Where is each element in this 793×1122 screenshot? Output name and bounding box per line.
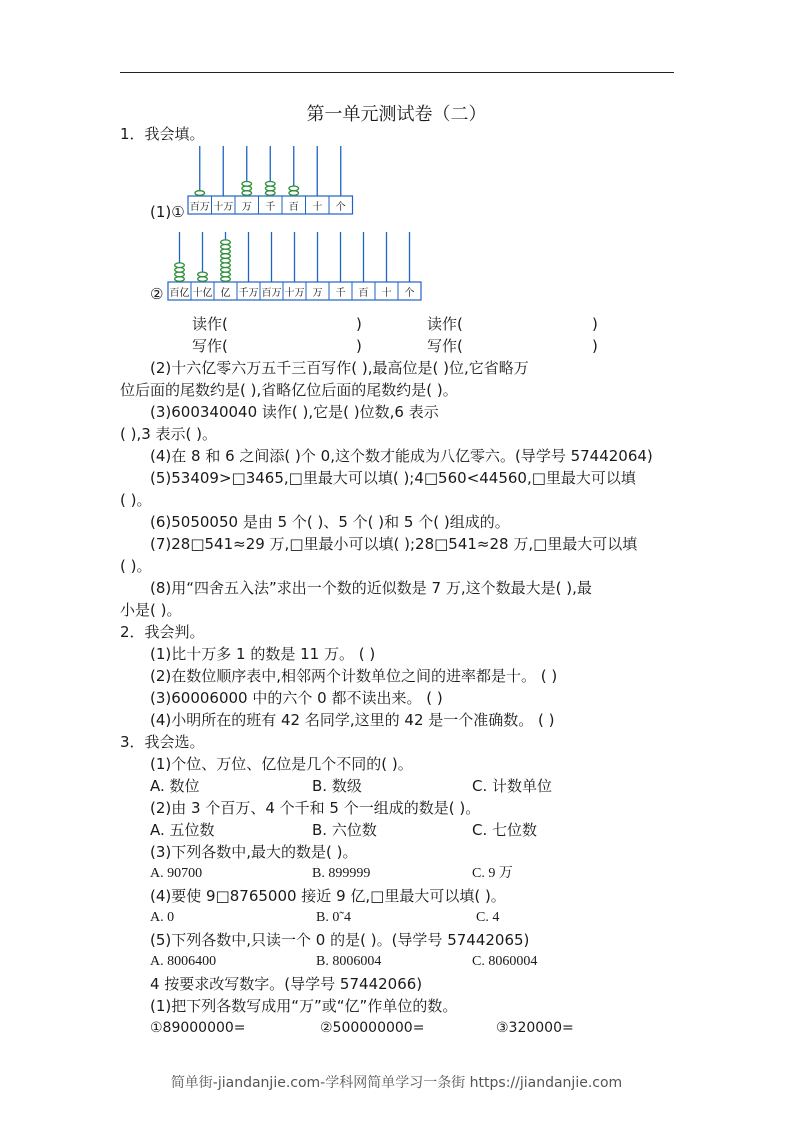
abacus-place-label: 十万: [213, 202, 234, 213]
q2-line-2: (3)60006000 中的六个 0 都不读出来。 ( ): [150, 689, 443, 707]
q3-2-option-c: C. 七位数: [472, 821, 538, 839]
abacus-bead: [221, 272, 231, 277]
abacus-bead: [221, 254, 231, 259]
read-label-b: 读作(: [427, 315, 463, 333]
section2-heading: 2．我会判。: [120, 623, 205, 641]
abacus-bead: [289, 191, 299, 196]
q1-line-6: ( )。: [120, 491, 152, 509]
abacus-place-label: 十万: [284, 288, 305, 299]
q1-line-7: (6)5050050 是由 5 个( )、5 个( )和 5 个( )组成的。: [150, 513, 510, 531]
abacus-place-label: 百万: [261, 288, 282, 299]
q2-line-0: (1)比十万多 1 的数是 11 万。 ( ): [150, 645, 376, 663]
abacus-place-label: 万: [241, 202, 252, 213]
abacus-bead: [242, 186, 252, 191]
abacus-bead: [175, 263, 185, 268]
q4-item-3: ③320000=: [496, 1020, 574, 1036]
abacus-bead: [221, 258, 231, 263]
q1-label-b: ②: [150, 285, 164, 303]
q3-2: (2)由 3 个百万、4 个千和 5 个一组成的数是( )。: [150, 799, 481, 817]
abacus-bead: [221, 240, 231, 245]
abacus-place-label: 十亿: [192, 288, 213, 299]
abacus-bead: [175, 277, 185, 282]
q1-line-11: 小是( )。: [120, 601, 182, 619]
q3-3-option-b: B. 899999: [312, 866, 371, 881]
abacus-bead: [242, 182, 252, 187]
read-close-a: ): [356, 315, 362, 333]
q3-5-option-b: B. 8006004: [316, 954, 382, 969]
q1-line-9: ( )。: [120, 557, 152, 575]
q1-line-1: 位后面的尾数约是( ),省略亿位后面的尾数约是( )。: [120, 381, 458, 399]
section4-heading: 4 按要求改写数字。(导学号 57442066): [150, 975, 423, 993]
q1-line-3: ( ),3 表示( )。: [120, 425, 218, 443]
abacus-bead: [198, 277, 208, 282]
q3-5: (5)下列各数中,只读一个 0 的是( )。(导学号 57442065): [150, 931, 530, 949]
abacus-place-label: 百亿: [169, 288, 190, 299]
write-label-b: 写作(: [427, 337, 463, 355]
q3-5-option-c: C. 8060004: [472, 954, 538, 969]
q1-line-10: (8)用“四舍五入法”求出一个数的近似数是 7 万,这个数最大是( ),最: [150, 579, 592, 597]
q1-line-5: (5)53409>□3465,□里最大可以填( );4□560<44560,□里最大可以填: [150, 469, 636, 487]
abacus-bead: [242, 191, 252, 196]
abacus-bead: [289, 186, 299, 191]
q3-4-option-c: C. 4: [476, 910, 500, 925]
top-rule: [120, 72, 674, 73]
q1-line-4: (4)在 8 和 6 之间添( )个 0,这个数才能成为八亿零六。(导学号 57442064): [150, 447, 653, 465]
q1-label-a: (1)①: [150, 203, 185, 221]
q1-line-2: (3)600340040 读作( ),它是( )位数,6 表示: [150, 403, 439, 421]
abacus-place-label: 十: [381, 288, 392, 299]
abacus-diagram-b: [166, 230, 424, 302]
abacus-bead: [221, 249, 231, 254]
read-close-b: ): [592, 315, 598, 333]
abacus-bead: [175, 272, 185, 277]
abacus-place-label: 百: [358, 288, 369, 299]
section3-heading: 3．我会选。: [120, 733, 205, 751]
q4-1: (1)把下列各数写成用“万”或“亿”作单位的数。: [150, 997, 458, 1015]
abacus-place-label: 百: [288, 202, 299, 213]
q3-3-option-c: C. 9 万: [472, 866, 513, 881]
q2-line-3: (4)小明所在的班有 42 名同学,这里的 42 是一个准确数。 ( ): [150, 711, 555, 729]
abacus-place-label: 千: [265, 202, 276, 213]
q3-2-option-a: A. 五位数: [150, 821, 215, 839]
abacus-place-label: 十: [312, 202, 323, 213]
abacus-place-label: 个: [404, 288, 415, 299]
abacus-bead: [265, 182, 275, 187]
section1-heading: 1．我会填。: [120, 125, 205, 143]
abacus-bead: [221, 263, 231, 268]
q2-line-1: (2)在数位顺序表中,相邻两个计数单位之间的进率都是十。 ( ): [150, 667, 558, 685]
abacus-bead: [265, 191, 275, 196]
q4-item-2: ②500000000=: [320, 1020, 425, 1036]
q3-1: (1)个位、万位、亿位是几个不同的( )。: [150, 755, 413, 773]
abacus-bead: [175, 268, 185, 273]
footer-watermark: 简单街-jiandanjie.com-学科网简单学习一条街 https://jiandanjie.com: [170, 1075, 623, 1091]
read-label-a: 读作(: [192, 315, 228, 333]
q1-line-0: (2)十六亿零六万五千三百写作( ),最高位是( )位,它省略万: [150, 359, 529, 377]
q3-1-option-a: A. 数位: [150, 777, 200, 795]
abacus-bead: [195, 191, 205, 196]
q4-item-1: ①89000000=: [150, 1020, 246, 1036]
abacus-place-label: 千: [335, 288, 346, 299]
abacus-place-label: 百万: [189, 202, 210, 213]
q3-4-option-a: A. 0: [150, 910, 175, 925]
write-close-a: ): [356, 337, 362, 355]
q3-3: (3)下列各数中,最大的数是( )。: [150, 843, 358, 861]
q3-1-option-c: C. 计数单位: [472, 777, 553, 795]
write-close-b: ): [592, 337, 598, 355]
page-title: 第一单元测试卷（二）: [306, 104, 487, 125]
abacus-place-label: 个: [335, 202, 346, 213]
q3-2-option-b: B. 六位数: [312, 821, 377, 839]
q3-1-option-b: B. 数级: [312, 777, 362, 795]
abacus-bead: [221, 245, 231, 250]
q3-5-option-a: A. 8006400: [150, 954, 217, 969]
q3-3-option-a: A. 90700: [150, 866, 203, 881]
q1-line-8: (7)28□541≈29 万,□里最小可以填( );28□541≈28 万,□里最大可以填: [150, 535, 638, 553]
q3-4-option-b: B. 0˜4: [316, 910, 351, 925]
abacus-bead: [221, 268, 231, 273]
abacus-place-label: 千万: [238, 288, 259, 299]
abacus-bead: [221, 277, 231, 282]
write-label-a: 写作(: [192, 337, 228, 355]
q3-4: (4)要使 9□8765000 接近 9 亿,□里最大可以填( )。: [150, 887, 506, 905]
abacus-bead: [198, 272, 208, 277]
abacus-bead: [265, 186, 275, 191]
abacus-diagram-a: [186, 144, 356, 216]
abacus-place-label: 亿: [220, 288, 231, 299]
abacus-place-label: 万: [312, 288, 323, 299]
